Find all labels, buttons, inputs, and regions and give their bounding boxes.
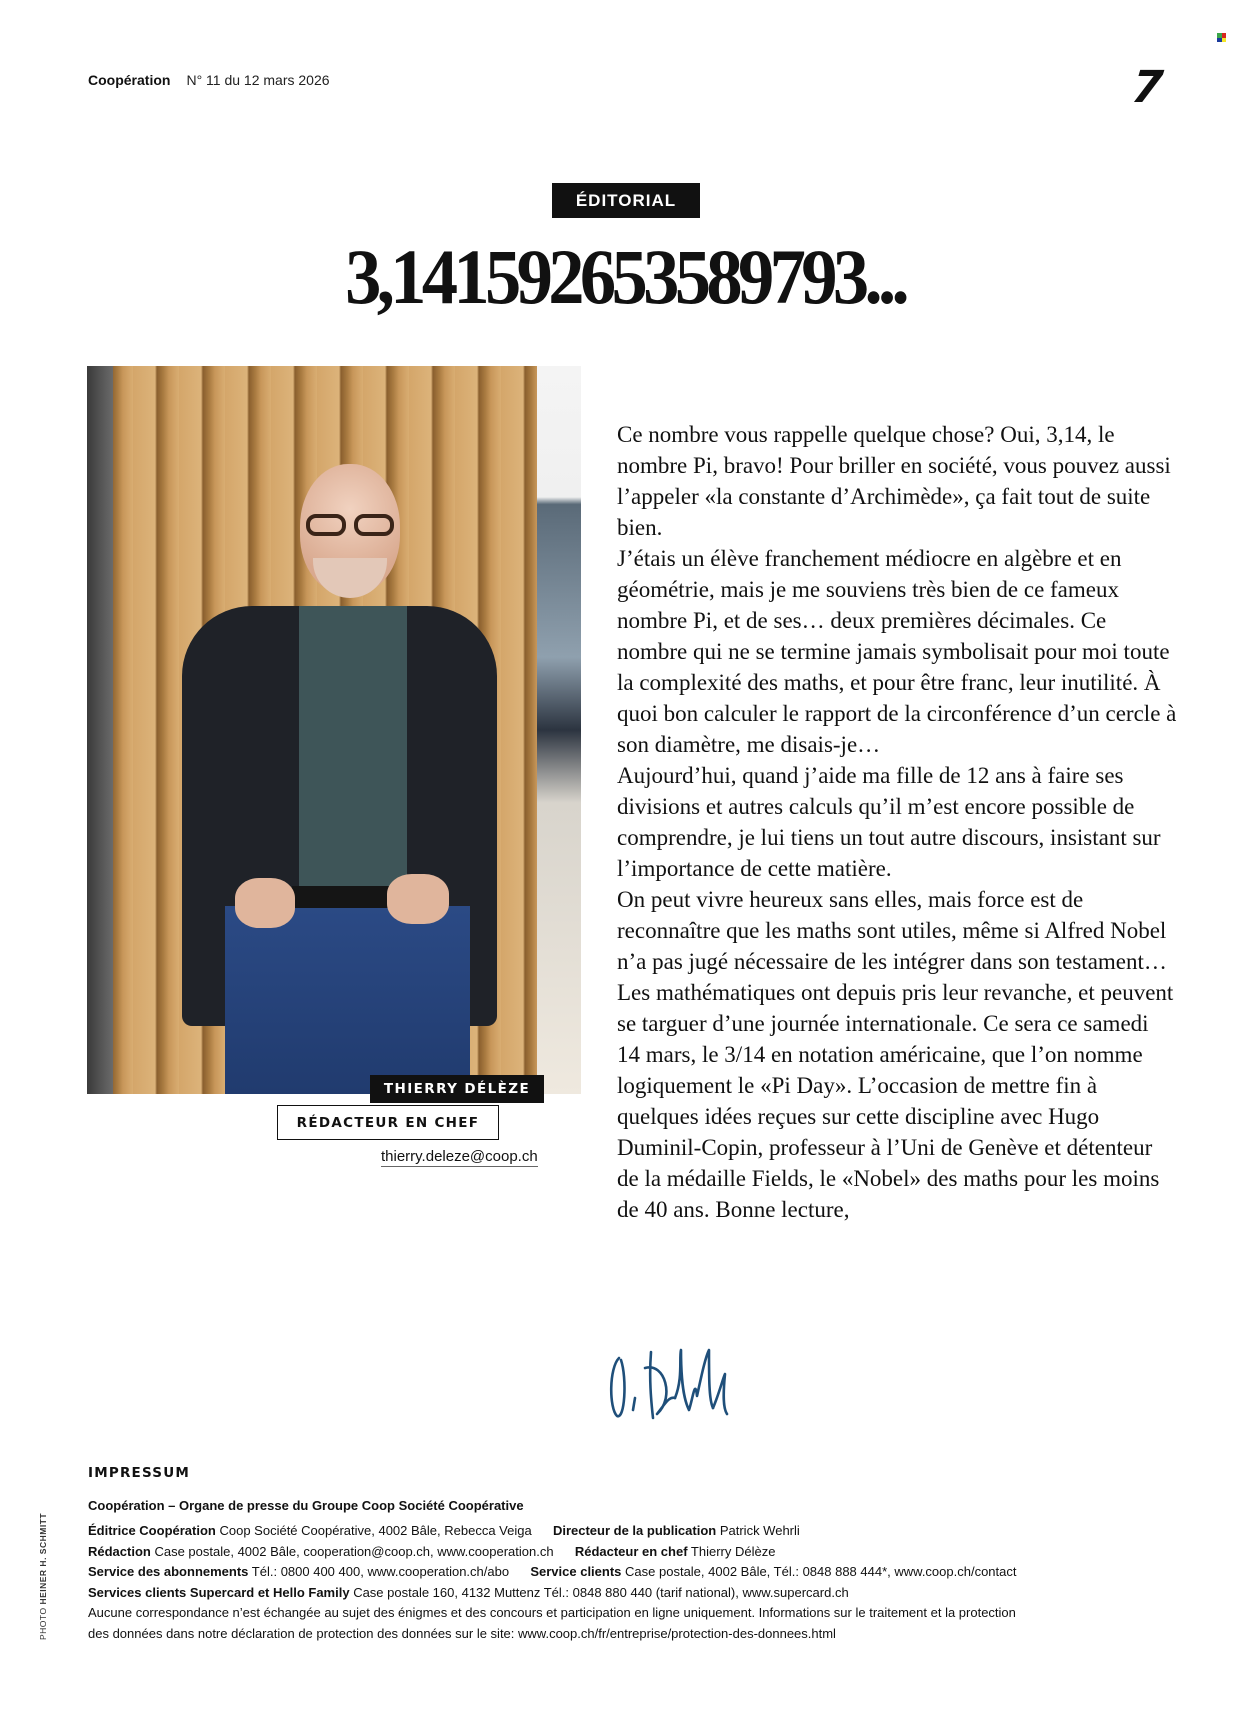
author-name-tag: THIERRY DÉLÈZE	[370, 1075, 544, 1103]
impressum-title: IMPRESSUM	[88, 1465, 191, 1481]
impressum-label: Services clients Supercard et Hello Family	[88, 1584, 350, 1600]
author-photo	[87, 366, 581, 1094]
impressum-value: Case postale 160, 4132 Muttenz Tél.: 0848 880 440 (tarif national), www.supercard.ch	[353, 1584, 849, 1600]
impressum-label: Directeur de la publication	[552, 1523, 717, 1538]
shirt	[299, 606, 407, 896]
glasses-icon	[300, 514, 400, 536]
author-email-link[interactable]: thierry.deleze@coop.ch	[381, 1148, 538, 1165]
right-hand	[387, 874, 449, 924]
article-paragraph: On peut vivre heureux sans elles, mais force est de reconnaître que les maths sont utiles, même si Alfred Nobel n’a pas jugé nécessaire de les intégrer dans son testament…	[617, 887, 1167, 974]
article-paragraph: J’étais un élève franchement médiocre en algèbre et en géométrie, mais je me souviens très bien de ce fameux nombre Pi, et de ses… deux premières décimales. Ce nombre qui ne se termine jamais symbolisait pour moi toute la complexité des maths, et pour être franc, leur inutilité. À quoi bon calculer le rapport de la circonférence d’un cercle à son diamètre, me disais-je…	[617, 546, 1177, 757]
impressum-label: Service clients	[530, 1564, 622, 1579]
article-body	[617, 419, 1177, 1225]
impressum-label: Éditrice Coopération	[88, 1523, 216, 1538]
impressum-value: Patrick Wehrli	[719, 1523, 800, 1538]
impressum-label: Rédaction	[88, 1543, 151, 1559]
article-paragraph: Aujourd’hui, quand j’aide ma fille de 12 ans à faire ses divisions et autres calculs qu’il m’est encore possible de comprendre, je lui tiens un tout autre discours, insistant sur l’importance de cette matière.	[617, 763, 1161, 881]
author-role-tag: RÉDACTEUR EN CHEF	[277, 1105, 499, 1140]
article-paragraph: Ce nombre vous rappelle quelque chose? Oui, 3,14, le nombre Pi, bravo! Pour briller en société, vous pouvez aussi l’appeler «la constante d’Archimède», ça fait tout de suite bien.	[617, 422, 1171, 540]
impressum-value: Case postale, 4002 Bâle, cooperation@coop.ch, www.cooperation.ch	[154, 1543, 554, 1559]
impressum	[88, 1463, 1188, 1644]
impressum-value: Thierry Délèze	[690, 1543, 776, 1559]
page-number: 7	[1129, 62, 1166, 113]
print-color-mark-icon	[1217, 33, 1226, 42]
color-swatch-yellow	[1222, 38, 1227, 43]
publication-header	[88, 72, 330, 88]
article-paragraph: Les mathématiques ont depuis pris leur revanche, et peuvent se targuer d’une journée internationale. Ce sera ce samedi 14 mars, le 3/14 en notation américaine, que l’on nomme logiquement le «Pi Day». L’occasion de mettre fin à quelques idées reçues sur cette discipline avec Hugo Duminil-Copin, professeur à l’Uni de Genève et détenteur de la médaille Fields, le «Nobel» des maths pour les moins de 40 ans. Bonne lecture,	[617, 980, 1174, 1222]
wall-edge	[87, 366, 113, 1094]
street-background	[537, 366, 581, 1094]
photo-credit-prefix: PHOTO	[38, 1607, 48, 1640]
impressum-notice: Aucune correspondance n’est échangée au sujet des énigmes et des concours et participation en ligne uniquement. Informations sur le traitement et la protection	[88, 1605, 1016, 1620]
impressum-value: Case postale, 4002 Bâle, Tél.: 0848 888 444*, www.coop.ch/contact	[625, 1564, 1017, 1579]
impressum-label: Rédacteur en chef	[574, 1543, 688, 1559]
impressum-row	[88, 1521, 1188, 1542]
section-tag: ÉDITORIAL	[552, 183, 700, 218]
publication-name: Coopération	[88, 72, 171, 88]
photo-credit	[38, 1513, 48, 1640]
impressum-org-line: Coopération – Organe de presse du Groupe Coop Société Coopérative	[88, 1497, 524, 1513]
impressum-row	[88, 1542, 1188, 1563]
impressum-row	[88, 1562, 1188, 1583]
impressum-row	[88, 1583, 1188, 1604]
signature-icon	[605, 1338, 775, 1428]
impressum-value: Tél.: 0800 400 400, www.cooperation.ch/abo	[251, 1564, 510, 1579]
issue-info: N° 11 du 12 mars 2026	[186, 72, 330, 88]
photo-credit-name: HEINER H. SCHMITT	[38, 1512, 48, 1605]
headline: 3,14159265358979​3...	[345, 233, 905, 320]
impressum-label: Service des abonnements	[88, 1564, 249, 1579]
left-hand	[235, 878, 295, 928]
impressum-notice: des données dans notre déclaration de protection des données sur le site: www.coop.ch/fr/entreprise/protection-des-donnees.html	[88, 1625, 836, 1641]
jeans	[225, 906, 470, 1094]
impressum-value: Coop Société Coopérative, 4002 Bâle, Rebecca Veiga	[219, 1523, 532, 1538]
